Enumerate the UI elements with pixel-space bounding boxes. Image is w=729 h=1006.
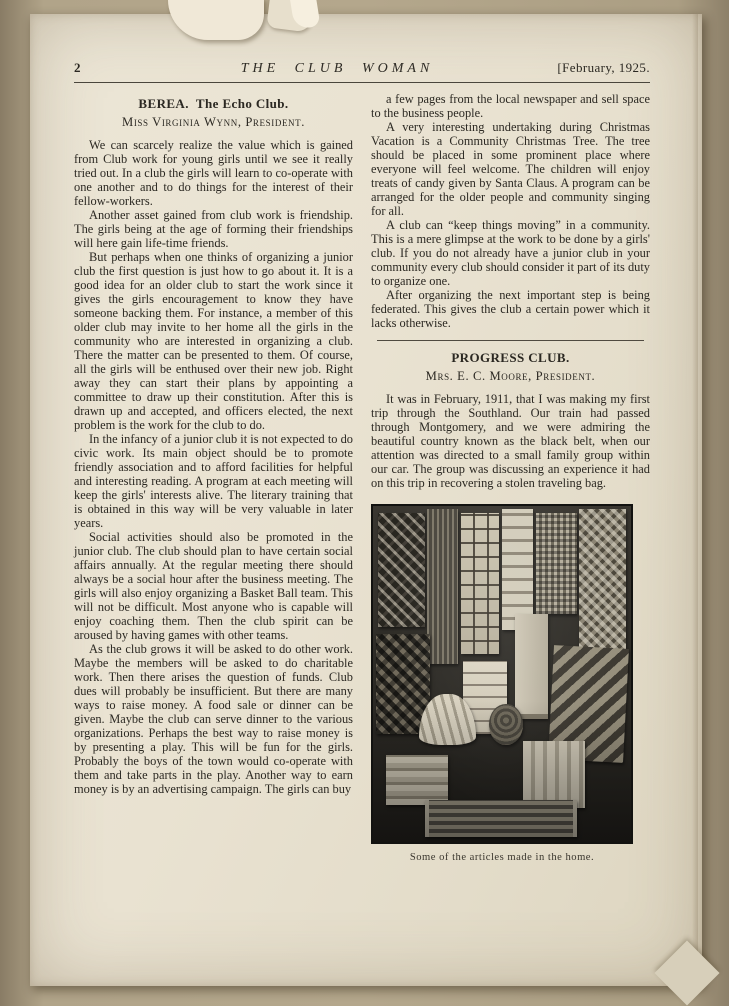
article-paragraph: a few pages from the local newspaper and sell space to the business people. bbox=[371, 92, 650, 120]
page-crease bbox=[692, 14, 698, 986]
plaid-towel bbox=[461, 513, 500, 654]
torn-paper-scrap bbox=[168, 0, 264, 40]
draped-cloth bbox=[523, 741, 585, 808]
page-corner-fold bbox=[654, 940, 719, 1005]
hanging-checked-cloth bbox=[378, 513, 424, 627]
article-paragraph: A very interesting undertaking during Christmas Vacation is a Community Christmas Tree. The tree should be placed in some prominent place where everyone will feel welcome. The children will enjoy treats of candy given by Santa Claus. A program can be arranged for the older people and community singing for all. bbox=[371, 120, 650, 218]
magazine-page bbox=[30, 14, 702, 986]
woven-rug bbox=[425, 800, 577, 837]
two-column-layout bbox=[74, 92, 650, 863]
article-paragraph: As the club grows it will be asked to do other work. Maybe the members will be asked to do charitable work. Then there arises the question of funds. Club dues will probably be insufficient. But there are many ways to raise money. A food sale or dinner can be given. Maybe the club can serve dinner to the various organizations. Perhaps the best way to raise money is by presenting a play. This will be fun for the girls. Probably the boys of the town would co-operate with them and take parts in the play. Another way to earn money is by an advertising campaign. The girls can buy bbox=[74, 642, 353, 796]
page-content bbox=[74, 60, 650, 966]
photo-figure bbox=[371, 504, 633, 863]
article-byline-progress: Mrs. E. C. Moore, President. bbox=[425, 369, 596, 383]
article-paragraph: After organizing the next important step is being federated. This gives the club a certain power which it lacks otherwise. bbox=[371, 288, 650, 330]
right-column bbox=[371, 92, 650, 863]
left-column bbox=[74, 92, 353, 863]
article-paragraph: We can scarcely realize the value which is gained from Club work for young girls until we see it really tried out. In a club the girls will learn to co-operate with one another and to do things for the interest of their fellow-workers. bbox=[74, 138, 353, 208]
masthead bbox=[74, 60, 650, 77]
article-paragraph: In the infancy of a junior club it is not expected to do civic work. Its main object should be to promote friendly association and to afford facilities for helpful and interesting reading. A program at each meeting will keep the girls' interests alive. The literary training that is obtained in this way will be very valuable in later years. bbox=[74, 432, 353, 530]
woven-basket bbox=[489, 704, 523, 744]
fine-check-cloth bbox=[536, 513, 577, 614]
journal-title: THE CLUB WOMAN bbox=[240, 61, 434, 76]
folded-linens-stack bbox=[386, 755, 448, 805]
article-title-berea: BEREA. The Echo Club. bbox=[138, 96, 289, 111]
article-paragraph: A club can “keep things moving” in a community. This is a mere glimpse at the work to be done by a girls' club. If you do not already have a junior club in your community every club should consider it part of its duty to organize one. bbox=[371, 218, 650, 288]
long-towel bbox=[515, 614, 549, 720]
article-byline-berea: Miss Virginia Wynn, President. bbox=[122, 115, 305, 129]
article-paragraph: But perhaps when one thinks of organizing a junior club the first question is just how to go about it. It is a good idea for an older club to start the work since it gives the girls encouragement to know they have someone backing them. For instance, a member of this older club may invite to her home all the girls in the community who are interested in organizing a club. There the matter can be presented to them. Of course, all the girls will be enthused over their new job. Right away they can start their plans by appointing a committee to draw up their constitution. After this is drawn up and accepted, and officers elected, the next problem is the work for the club to do. bbox=[74, 250, 353, 432]
article-paragraph: Another asset gained from club work is friendship. The girls being at the age of forming their friendships will here gain life-time friends. bbox=[74, 208, 353, 250]
page-number: 2 bbox=[74, 60, 81, 75]
article-paragraph: Social activities should also be promoted in the junior club. The club should plan to have certain social affairs annually. At the regular meeting there should always be a social hour after the business meeting. The girls will also enjoy organizing a Basket Ball team. This will not be difficult. Most anyone who is capable will enjoy coaching them. Then the club spirit can be aroused by having games with other teams. bbox=[74, 530, 353, 642]
photo-caption: Some of the articles made in the home. bbox=[409, 852, 595, 863]
article-divider-rule bbox=[377, 340, 644, 341]
hanging-striped-runner bbox=[427, 509, 458, 664]
photo-articles-made-in-home bbox=[371, 504, 633, 844]
article-title-progress: PROGRESS CLUB. bbox=[451, 350, 570, 365]
masthead-rule bbox=[74, 82, 650, 83]
article-paragraph: It was in February, 1911, that I was making my first trip through the Southland. Our train had passed through Montgomery, and we were admiring the beautiful country known as the black belt, when our attention was directed to a small family group within our car. The group was discussing an experience it had on this trip in recovering a stolen traveling bag. bbox=[371, 392, 650, 490]
issue-date: [February, 1925. bbox=[557, 60, 650, 75]
banded-towel bbox=[502, 509, 533, 630]
